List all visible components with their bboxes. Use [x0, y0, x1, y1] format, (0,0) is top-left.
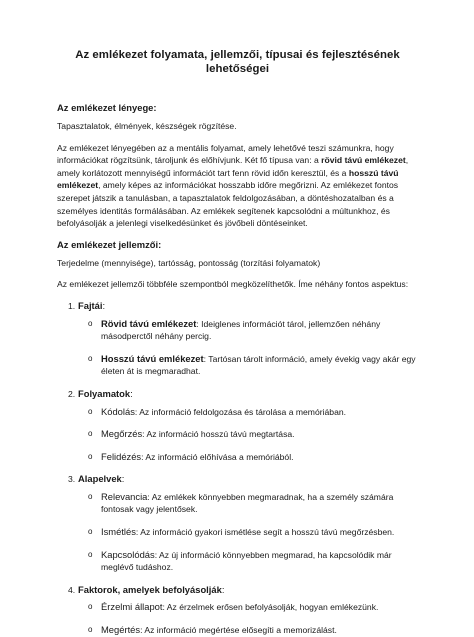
aspect-title: Faktorok, amelyek befolyásolják: — [78, 583, 225, 595]
paragraph: Az emlékezet jellemzői többféle szempontból megközelíthetők. Íme néhány fontos aspektus: — [57, 279, 409, 290]
text-run: Az emlékezet lényegében az a mentális folyamat, amely lehetővé teszi számunkra, hogy információkat rögzítsünk, tároljunk és előhívjunk. Két fő típusa van: a — [57, 142, 394, 166]
list-number: 2. — [68, 388, 76, 399]
aspect-item — [57, 300, 418, 378]
aspect-title-text: Faktorok, amelyek befolyásolják — [78, 583, 222, 595]
aspects-list — [57, 300, 418, 637]
term-long-term: hosszú távú emlékezet — [57, 167, 399, 191]
list-term: Relevancia — [101, 490, 148, 502]
list-number: 4. — [68, 584, 76, 595]
list-term: Ismétlés — [101, 526, 136, 538]
aspect-item — [57, 584, 418, 637]
list-description: : Az információ előhívása a memóriából. — [141, 451, 294, 462]
bullet-icon: o — [88, 353, 93, 363]
aspect-sublist — [78, 406, 418, 464]
list-item — [78, 491, 418, 516]
bullet-icon: o — [88, 429, 93, 439]
aspect-title-text: Fajtái — [78, 299, 103, 311]
aspect-sublist — [78, 491, 418, 574]
aspect-item — [57, 473, 418, 574]
list-item — [78, 428, 418, 441]
section-heading-essence: Az emlékezet lényege: — [57, 102, 157, 113]
bullet-icon: o — [88, 527, 93, 537]
list-item — [78, 451, 418, 464]
section-heading-features: Az emlékezet jellemzői: — [57, 238, 162, 250]
list-description: : Az információ gyakori ismétlése segít a hosszú távú megőrzésben. — [135, 527, 395, 538]
list-item — [78, 353, 418, 378]
list-number: 1. — [68, 300, 76, 311]
list-term: Érzelmi állapot — [101, 601, 163, 613]
bullet-icon: o — [88, 625, 93, 635]
bullet-icon: o — [88, 406, 93, 416]
list-item — [78, 406, 418, 419]
aspect-title: Folyamatok: — [78, 387, 133, 399]
list-description: : Az információ hosszú távú megtartása. — [142, 429, 295, 440]
list-term: Felidézés — [101, 450, 142, 462]
list-description: : Az új információ könnyebben megmarad, ha kapcsolódik már meglévő tudáshoz. — [101, 549, 392, 573]
bullet-icon: o — [88, 491, 93, 501]
text-run: , amely képes az információkat hosszabb időre megőrizni. Az emlékezet fontos szerepet játszik a tanulásban, a tapasztalatok feldolgozásában, a döntéshozatalban és a személyes identitás formálásában. Az emlékek segítenek kapcsolódni a múltunkhoz, és befolyásolják a jelenlegi viselkedésünket és jövőbeli döntéseinket. — [57, 180, 399, 229]
bullet-icon: o — [88, 451, 93, 461]
list-item — [78, 526, 418, 539]
list-item — [78, 549, 418, 574]
list-description: : Ideiglenes információt tárol, jellemzően néhány másodperctől néhány percig. — [101, 318, 381, 342]
paragraph: Terjedelme (mennyisége), tartósság, pontosság (torzítási folyamatok) — [57, 257, 321, 268]
list-description: : Az információ megértése elősegíti a memorizálást. — [140, 625, 337, 636]
list-description: : Az érzelmek erősen befolyásolják, hogyan emlékezünk. — [162, 602, 379, 613]
aspect-sublist — [78, 318, 418, 378]
list-number: 3. — [68, 474, 76, 485]
list-description: : Az információ feldolgozása és tárolása a memóriában. — [134, 406, 347, 417]
list-term: Kapcsolódás — [101, 548, 155, 560]
bullet-icon: o — [88, 318, 93, 328]
list-item — [78, 601, 418, 614]
list-term: Hosszú távú emlékezet — [101, 352, 204, 364]
list-term: Megőrzés — [101, 428, 143, 440]
list-description: : Tartósan tárolt információ, amely évekig vagy akár egy életen át is megmaradhat. — [101, 353, 416, 377]
paragraph: Tapasztalatok, élmények, készségek rögzítése. — [57, 121, 237, 131]
aspect-title: Alapelvek: — [78, 473, 125, 485]
aspect-title: Fajtái: — [78, 299, 106, 311]
list-term: Kódolás — [101, 405, 135, 417]
document-title: Az emlékezet folyamata, jellemzői, típusai és fejlesztésének lehetőségei — [75, 49, 400, 75]
aspect-title-text: Folyamatok — [78, 387, 131, 399]
list-term: Rövid távú emlékezet — [101, 317, 197, 329]
aspect-item — [57, 388, 418, 463]
text-run: , amely korlátozott mennyiségű információt tart fenn rövid időn keresztül, és a — [57, 155, 409, 178]
list-term: Megértés — [101, 624, 141, 636]
list-item — [78, 624, 418, 637]
aspect-sublist — [78, 601, 418, 636]
bullet-icon: o — [88, 549, 93, 559]
list-item — [78, 318, 418, 343]
term-short-term: rövid távú emlékezet — [321, 155, 406, 166]
bullet-icon: o — [88, 602, 93, 612]
list-description: : Az emlékek könnyebben megmaradnak, ha a személy számára fontosak vagy jelentősek. — [101, 491, 394, 515]
aspect-title-text: Alapelvek — [78, 473, 122, 485]
paragraph-essence — [57, 142, 418, 230]
